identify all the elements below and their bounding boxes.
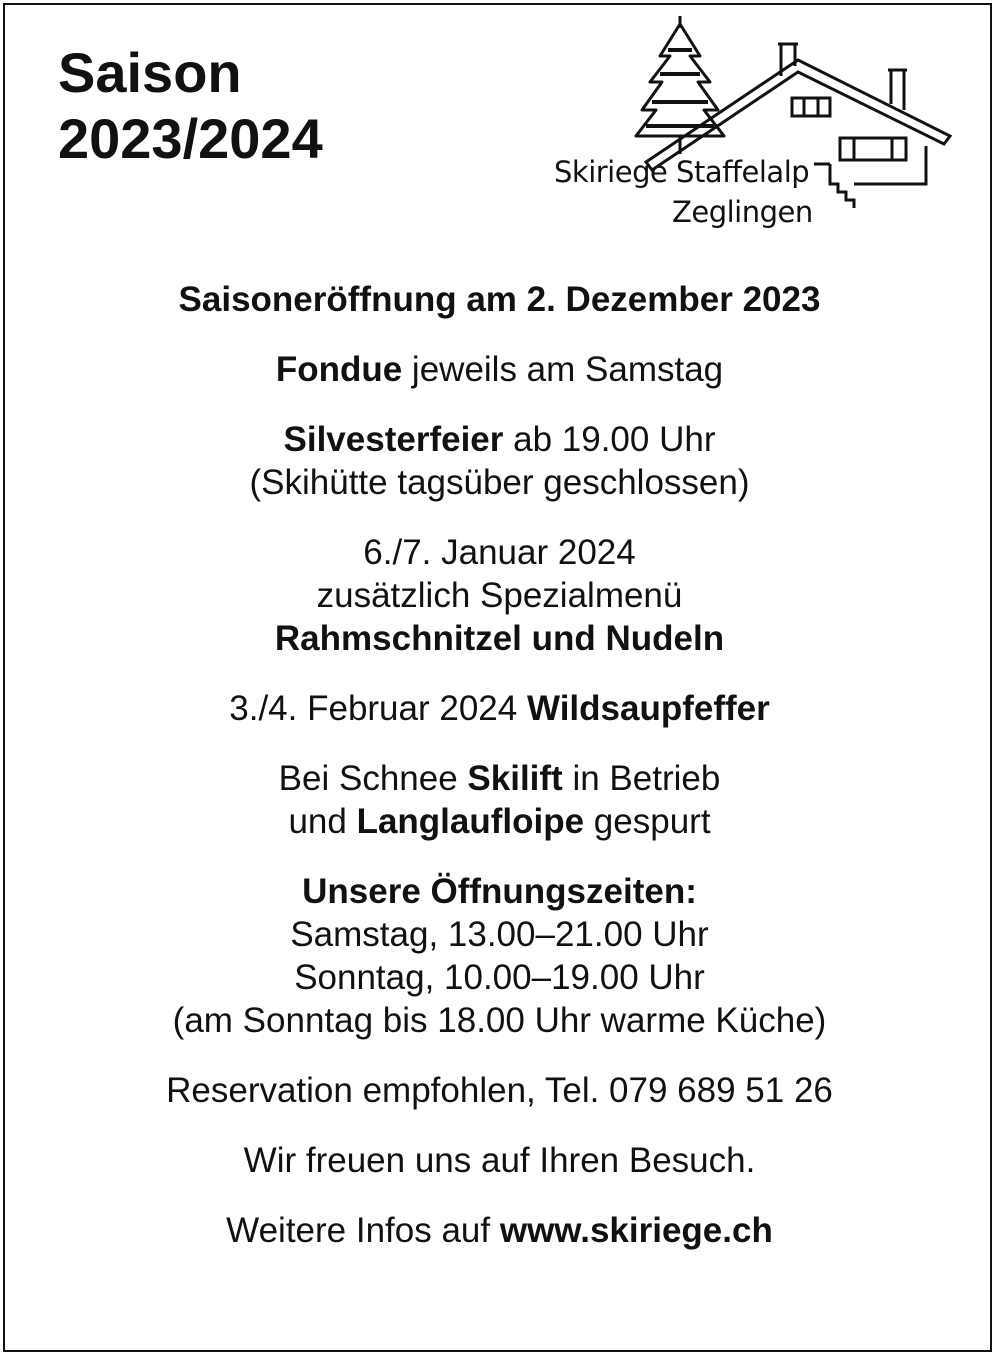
snow-text: in Betrieb <box>562 759 721 798</box>
fondue-rest: jeweils am Samstag <box>402 350 724 389</box>
skiriege-logo <box>548 14 958 240</box>
skilift-bold: Skilift <box>467 759 563 798</box>
announcement-body <box>0 278 999 1252</box>
hours-saturday: Samstag, 13.00–21.00 Uhr <box>290 915 709 954</box>
january-date: 6./7. Januar 2024 <box>363 533 636 572</box>
february-menu: Wildsaupfeffer <box>526 689 770 728</box>
info-text: Weitere Infos auf <box>226 1211 500 1250</box>
silvester-bold: Silvesterfeier <box>283 420 504 459</box>
website-link[interactable]: www.skiriege.ch <box>499 1211 773 1250</box>
season-title <box>58 40 323 172</box>
fir-tree-icon <box>636 16 724 154</box>
logo-text-line2: Zeglingen <box>672 195 813 229</box>
silvester-rest: ab 19.00 Uhr <box>503 420 716 459</box>
fondue-bold: Fondue <box>275 350 403 389</box>
season-title-line2: 2023/2024 <box>58 107 323 170</box>
info-line <box>0 1209 999 1252</box>
january-menu: Rahmschnitzel und Nudeln <box>274 619 725 658</box>
snow-line-2 <box>0 800 999 843</box>
langlaufloipe-bold: Langlaufloipe <box>356 802 585 841</box>
reservation-line: Reservation empfohlen, Tel. 079 689 51 26 <box>166 1071 833 1110</box>
fondue-line <box>0 348 999 391</box>
snow-line-1 <box>0 757 999 800</box>
hours-note: (am Sonntag bis 18.00 Uhr warme Küche) <box>172 1001 827 1040</box>
season-title-line1: Saison <box>58 41 242 104</box>
season-opening: Saisoneröffnung am 2. Dezember 2023 <box>178 280 821 319</box>
february-date: 3./4. Februar 2024 <box>229 689 527 728</box>
snow-text: gespurt <box>584 802 711 841</box>
february-line <box>0 687 999 730</box>
hours-heading: Unsere Öffnungszeiten: <box>302 872 697 911</box>
snow-text: und <box>288 802 357 841</box>
snow-text: Bei Schnee <box>278 759 468 798</box>
hours-sunday: Sonntag, 10.00–19.00 Uhr <box>294 958 705 997</box>
silvester-note: (Skihütte tagsüber geschlossen) <box>249 463 750 502</box>
welcome-line: Wir freuen uns auf Ihren Besuch. <box>243 1141 756 1180</box>
logo-text-line1: Skiriege Staffelalp <box>554 155 810 189</box>
silvester-line <box>0 418 999 461</box>
january-extra: zusätzlich Spezialmenü <box>316 576 683 615</box>
